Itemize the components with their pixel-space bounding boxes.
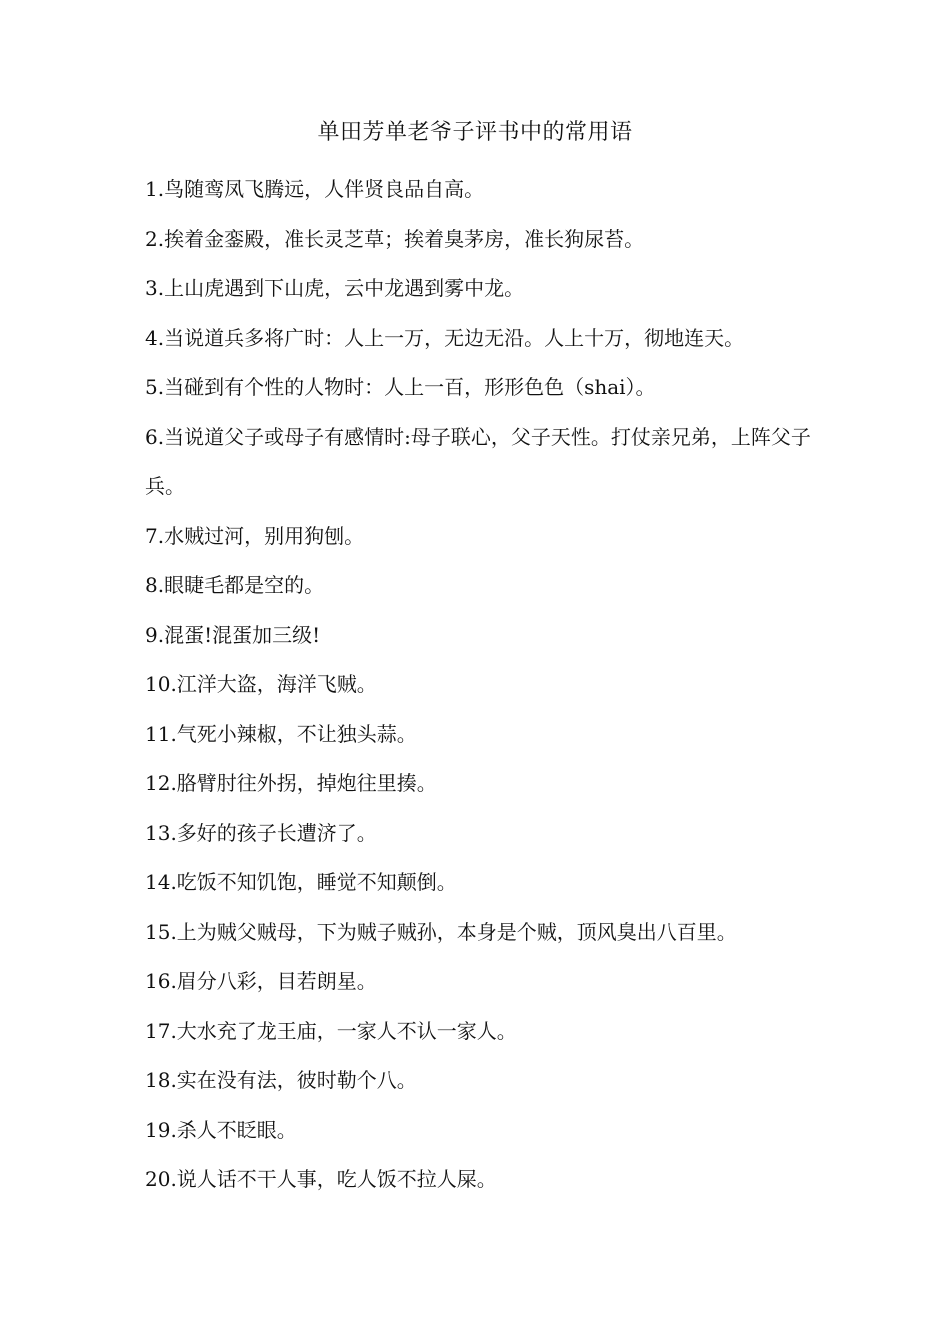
list-item: 4.当说道兵多将广时：人上一万，无边无沿。人上十万，彻地连天。: [145, 325, 745, 350]
list-item: 2.挨着金銮殿，准长灵芝草；挨着臭茅房，准长狗尿苔。: [145, 226, 645, 251]
list-item: 13.多好的孩子长遭济了。: [145, 820, 377, 845]
list-item: 8.眼睫毛都是空的。: [145, 573, 325, 597]
list-item: 14.吃饭不知饥饱，睡觉不知颠倒。: [145, 870, 457, 894]
list-item: 9.混蛋!混蛋加三级!: [145, 622, 321, 647]
phrase-list: [145, 165, 813, 1205]
list-item: 19.杀人不眨眼。: [145, 1117, 297, 1142]
list-item: 17.大水充了龙王庙，一家人不认一家人。: [145, 1018, 517, 1043]
list-item: 3.上山虎遇到下山虎，云中龙遇到雾中龙。: [145, 276, 525, 300]
list-item: 5.当碰到有个性的人物时：人上一百，形形色色（shai）。: [145, 375, 656, 399]
list-item: 15.上为贼父贼母，下为贼子贼孙，本身是个贼，顶风臭出八百里。: [145, 919, 737, 944]
page-title: 单田芳单老爷子评书中的常用语: [317, 120, 633, 145]
list-item: 18.实在没有法，彼时勒个八。: [145, 1068, 417, 1092]
list-item: 12.胳臂肘往外拐，掉炮往里揍。: [145, 771, 437, 795]
list-item: 11.气死小辣椒，不让独头蒜。: [145, 721, 417, 746]
list-item: 10.江洋大盗，海洋飞贼。: [145, 672, 377, 696]
list-item: 1.鸟随鸾凤飞腾远，人伴贤良品自高。: [145, 177, 485, 201]
list-item: 6.当说道父子或母子有感情时:母子联心，父子天性。打仗亲兄弟，上阵父子兵。: [145, 424, 811, 498]
list-item: 7.水贼过河，别用狗刨。: [145, 523, 365, 548]
list-item: 20.说人话不干人事，吃人饭不拉人屎。: [145, 1167, 497, 1191]
list-item: 16.眉分八彩，目若朗星。: [145, 969, 377, 993]
